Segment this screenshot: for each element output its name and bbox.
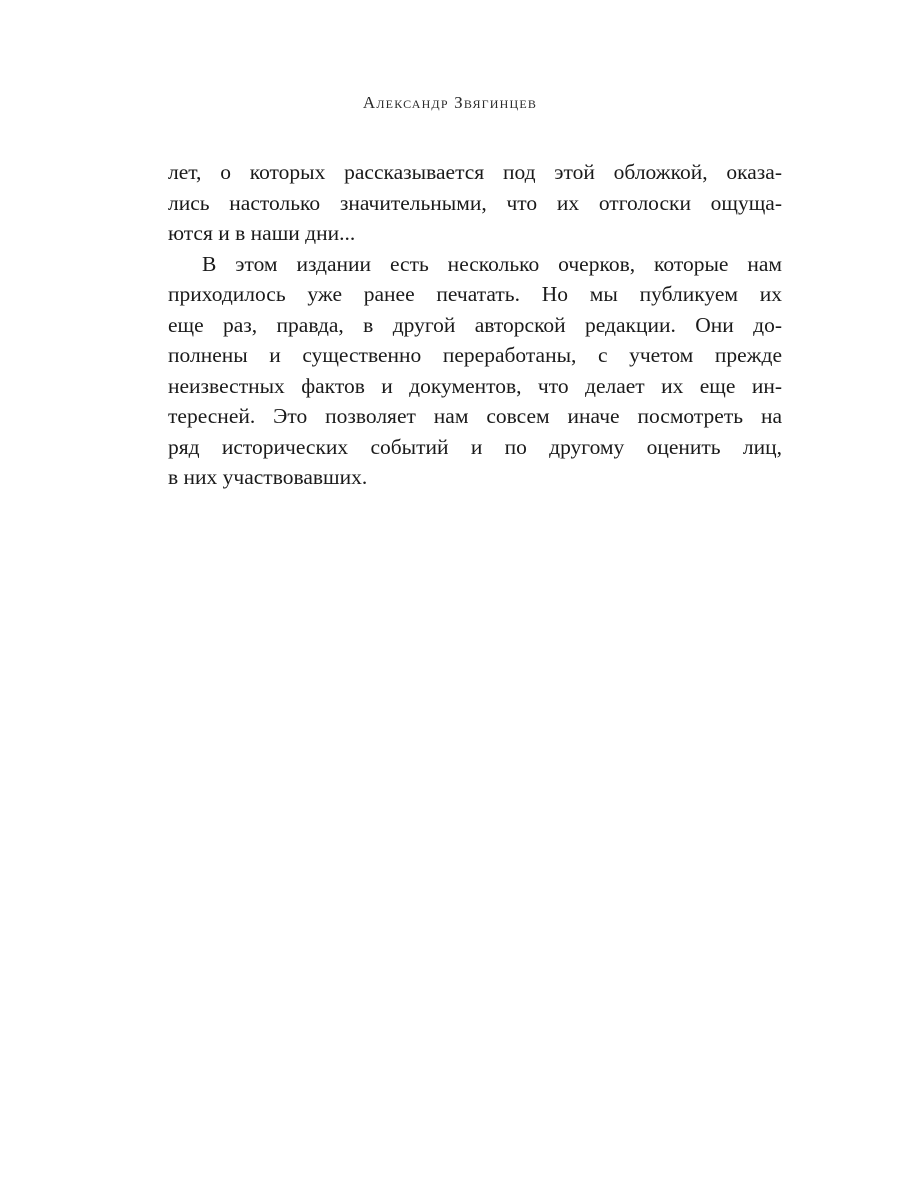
body-text <box>168 157 782 493</box>
text-line: полнены и существенно переработаны, с учетом прежде <box>168 343 782 367</box>
text-line: неизвестных фактов и документов, что делает их еще ин- <box>168 373 782 398</box>
running-header: Александр Звягинцев <box>362 93 538 112</box>
text-line: В этом издании есть несколько очерков, которые нам <box>202 251 782 276</box>
paragraph-1 <box>168 157 782 249</box>
text-line: в них участвовавших. <box>168 465 368 489</box>
text-line: приходилось уже ранее печатать. Но мы публикуем их <box>168 282 782 306</box>
text-line: ются и в наши дни... <box>168 221 356 245</box>
text-line: ряд исторических событий и по другому оценить лиц, <box>168 434 782 459</box>
text-line: лет, о которых рассказывается под этой обложкой, оказа- <box>168 160 782 184</box>
text-line: лись настолько значительными, что их отголоски ощуща- <box>168 190 782 215</box>
paragraph-2 <box>168 249 782 493</box>
text-line: тересней. Это позволяет нам совсем иначе посмотреть на <box>168 404 782 428</box>
text-line: еще раз, правда, в другой авторской редакции. Они до- <box>168 312 782 337</box>
